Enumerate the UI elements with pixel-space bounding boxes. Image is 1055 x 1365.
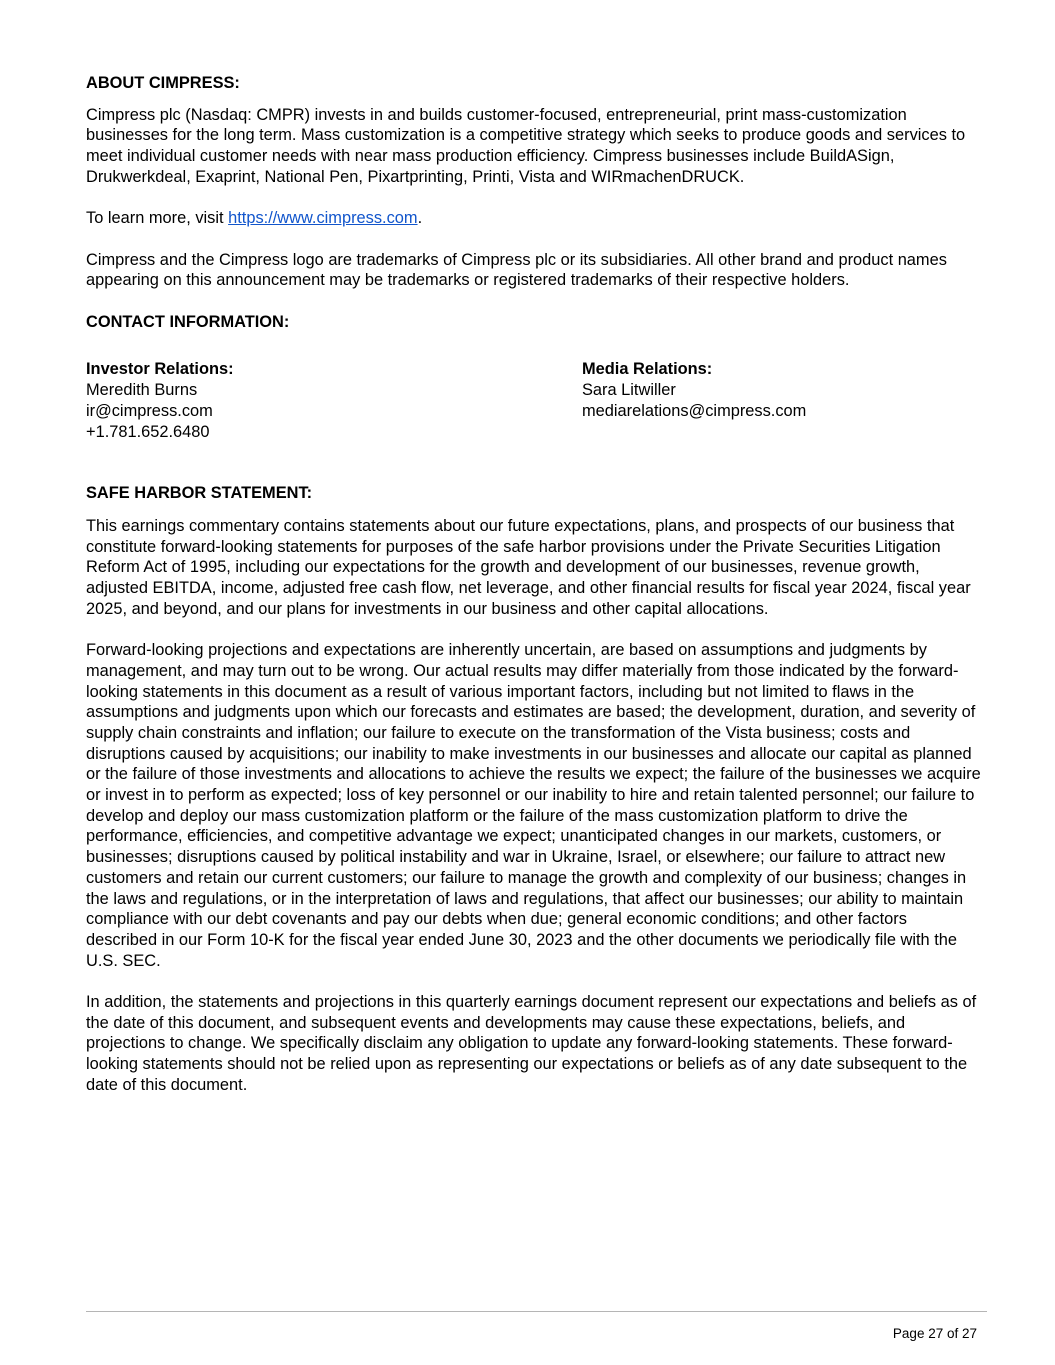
media-contact-email: mediarelations@cimpress.com	[582, 401, 807, 420]
safe-harbor-paragraph: In addition, the statements and projections in this quarterly earnings document represent our expectations and beliefs as of the date of this document, and subsequent events and developments may cause these expectations, beliefs, and projections to change. We specifically disclaim any obligation to update any forward-looking statements. These forward-looking statements should not be relied upon as representing our expectations or beliefs as of any date subsequent to the date of this document.	[86, 993, 977, 1094]
investor-contact-name: Meredith Burns	[86, 381, 198, 400]
safe-harbor-paragraph: Forward-looking projections and expectations are inherently uncertain, are based on assumptions and judgments by management, and may turn out to be wrong. Our actual results may differ materially from those indicated by the forward-looking statements in this document as a result of various important factors, including but not limited to flaws in the assumptions and judgments upon which our forecasts and estimates are based; the development, duration, and severity of supply chain constraints and inflation; our failure to execute on the transformation of the Vista business; costs and disruptions caused by acquisitions; our inability to make investments in our businesses and allocate our capital as planned or the failure of those investments and allocations to achieve the results we expect; the failure of the businesses we acquire or invest in to perform as expected; loss of key personnel or our inability to hire and retain talented personnel; our failure to develop and deploy our mass customization platform or the failure of the mass customization platform to drive the performance, efficiencies, and competitive advantage we expect; unanticipated changes in our markets, customers, or businesses; disruptions caused by political instability and war in Ukraine, Israel, or elsewhere; our failure to attract new customers and retain our current customers; our failure to manage the growth and complexity of our business; changes in the laws and regulations, or in the interpretation of laws and regulations, that affect our businesses; our ability to maintain compliance with our debt covenants and pay our debts when due; general economic conditions; and other factors described in our Form 10-K for the fiscal year ended June 30, 2023 and the other documents we periodically file with the U.S. SEC.	[86, 641, 981, 970]
investor-contact-email: ir@cimpress.com	[86, 401, 213, 420]
investor-relations-block	[86, 359, 582, 442]
media-contact-name: Sara Litwiller	[582, 381, 676, 400]
learn-more-line	[86, 208, 981, 229]
safe-harbor-paragraph: This earnings commentary contains statements about our future expectations, plans, and prospects of our business that constitute forward-looking statements for purposes of the safe harbor provisions under the Private Securities Litigation Reform Act of 1995, including our expectations for the growth and development of our businesses, revenue growth, adjusted EBITDA, income, adjusted free cash flow, net leverage, and other financial results for fiscal year 2024, fiscal year 2025, and beyond, and our plans for investments in our business and other capital allocations.	[86, 516, 971, 618]
investor-contact-phone: +1.781.652.6480	[86, 422, 210, 441]
about-paragraph: Cimpress plc (Nasdaq: CMPR) invests in and builds customer-focused, entrepreneurial, print mass-customization businesses for the long term. Mass customization is a competitive strategy which seeks to produce goods and services to meet individual customer needs with near mass production efficiency. Cimpress businesses include BuildASign, Drukwerkdeal, Exaprint, National Pen, Pixartprinting, Printi, Vista and WIRmachenDRUCK.	[86, 105, 966, 186]
learn-more-prefix: To learn more, visit	[86, 209, 229, 228]
media-relations-block	[582, 359, 981, 442]
trademark-paragraph: Cimpress and the Cimpress logo are trademarks of Cimpress plc or its subsidiaries. All other brand and product names appearing on this announcement may be trademarks or registered trademarks of their respective holders.	[86, 250, 947, 290]
investor-relations-label: Investor Relations:	[86, 360, 234, 379]
safe-harbor-heading: SAFE HARBOR STATEMENT:	[86, 484, 313, 503]
document-page	[86, 73, 981, 1096]
contact-columns	[86, 359, 981, 442]
footer-divider	[86, 1311, 987, 1312]
page-number: Page 27 of 27	[892, 1326, 977, 1341]
learn-more-suffix: .	[417, 209, 423, 228]
contact-heading: CONTACT INFORMATION:	[86, 312, 290, 331]
cimpress-website-link[interactable]: https://www.cimpress.com	[228, 209, 418, 228]
about-heading: ABOUT CIMPRESS:	[86, 74, 240, 92]
media-relations-label: Media Relations:	[582, 360, 713, 379]
